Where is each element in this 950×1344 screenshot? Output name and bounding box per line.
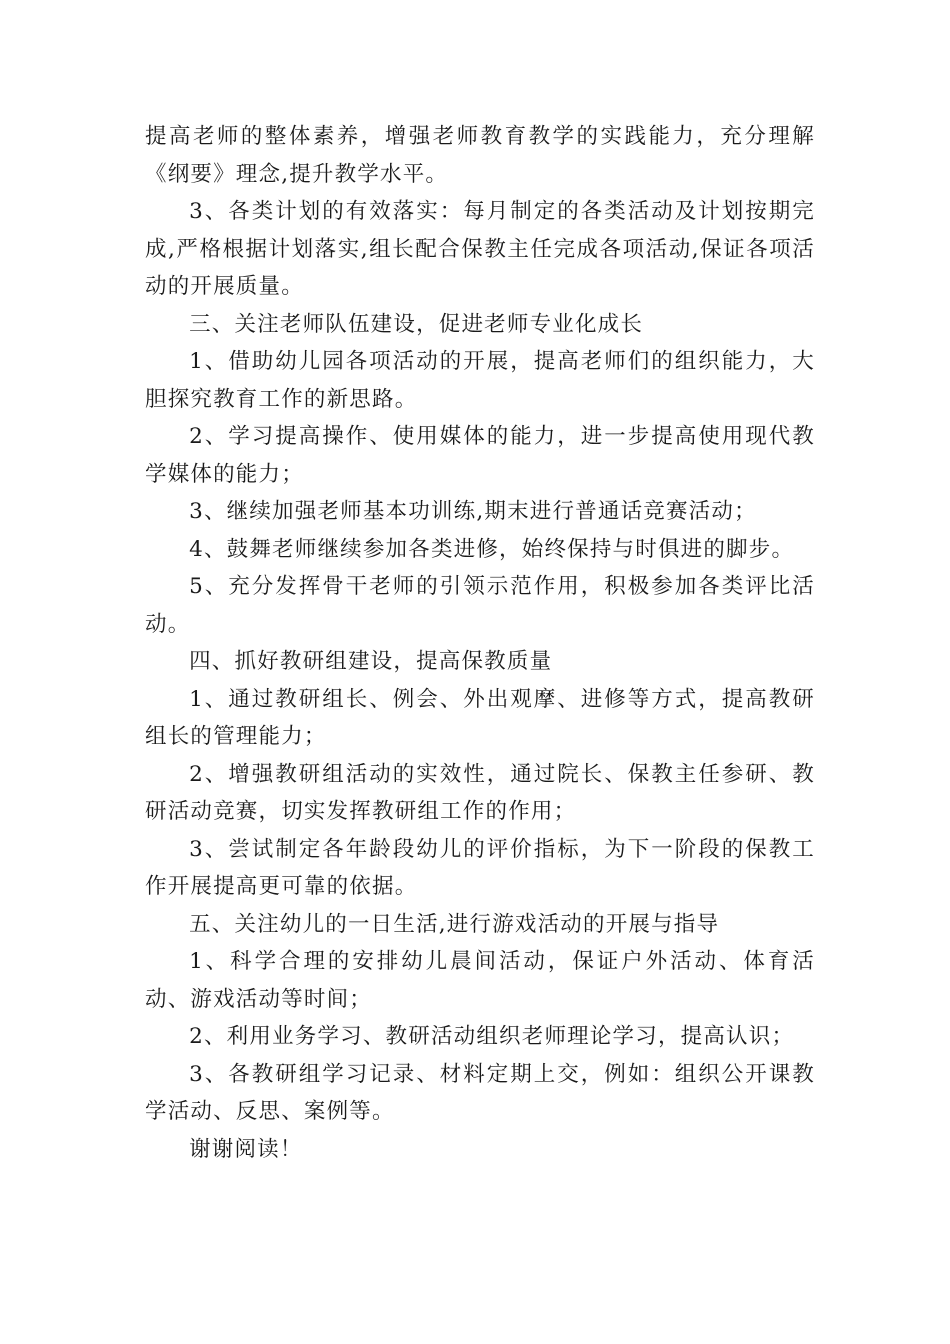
document-body xyxy=(145,118,815,1168)
section-heading: 四、抓好教研组建设，提高保教质量 xyxy=(189,649,553,674)
paragraph: 提高老师的整体素养，增强老师教育教学的实践能力，充分理解《纲要》理念,提升教学水平。 xyxy=(145,124,815,187)
paragraph: 1、科学合理的安排幼儿晨间活动，保证户外活动、体育活动、游戏活动等时间； xyxy=(145,949,815,1012)
section-heading: 五、关注幼儿的一日生活,进行游戏活动的开展与指导 xyxy=(189,911,720,937)
paragraph: 4、鼓舞老师继续参加各类进修，始终保持与时俱进的脚步。 xyxy=(189,536,795,562)
paragraph: 2、增强教研组活动的实效性，通过院长、保教主任参研、教研活动竞赛，切实发挥教研组工作的作用； xyxy=(145,761,815,824)
closing-line: 谢谢阅读！ xyxy=(189,1136,303,1162)
paragraph: 3、继续加强老师基本功训练,期末进行普通话竞赛活动； xyxy=(189,499,757,524)
paragraph: 5、充分发挥骨干老师的引领示范作用，积极参加各类评比活动。 xyxy=(145,574,815,637)
paragraph: 1、借助幼儿园各项活动的开展，提高老师们的组织能力，大胆探究教育工作的新思路。 xyxy=(145,349,815,412)
paragraph: 2、利用业务学习、教研活动组织老师理论学习，提高认识； xyxy=(189,1024,795,1049)
paragraph: 3、尝试制定各年龄段幼儿的评价指标，为下一阶段的保教工作开展提高更可靠的依据。 xyxy=(145,836,815,899)
section-heading: 三、关注老师队伍建设，促进老师专业化成长 xyxy=(189,311,644,337)
paragraph: 1、通过教研组长、例会、外出观摩、进修等方式，提高教研组长的管理能力； xyxy=(145,686,815,749)
paragraph: 2、学习提高操作、使用媒体的能力，进一步提高使用现代教学媒体的能力； xyxy=(145,424,815,487)
paragraph: 3、各类计划的有效落实：每月制定的各类活动及计划按期完成,严格根据计划落实,组长配合保教主任完成各项活动,保证各项活动的开展质量。 xyxy=(145,199,815,299)
paragraph: 3、各教研组学习记录、材料定期上交，例如：组织公开课教学活动、反思、案例等。 xyxy=(145,1061,815,1124)
